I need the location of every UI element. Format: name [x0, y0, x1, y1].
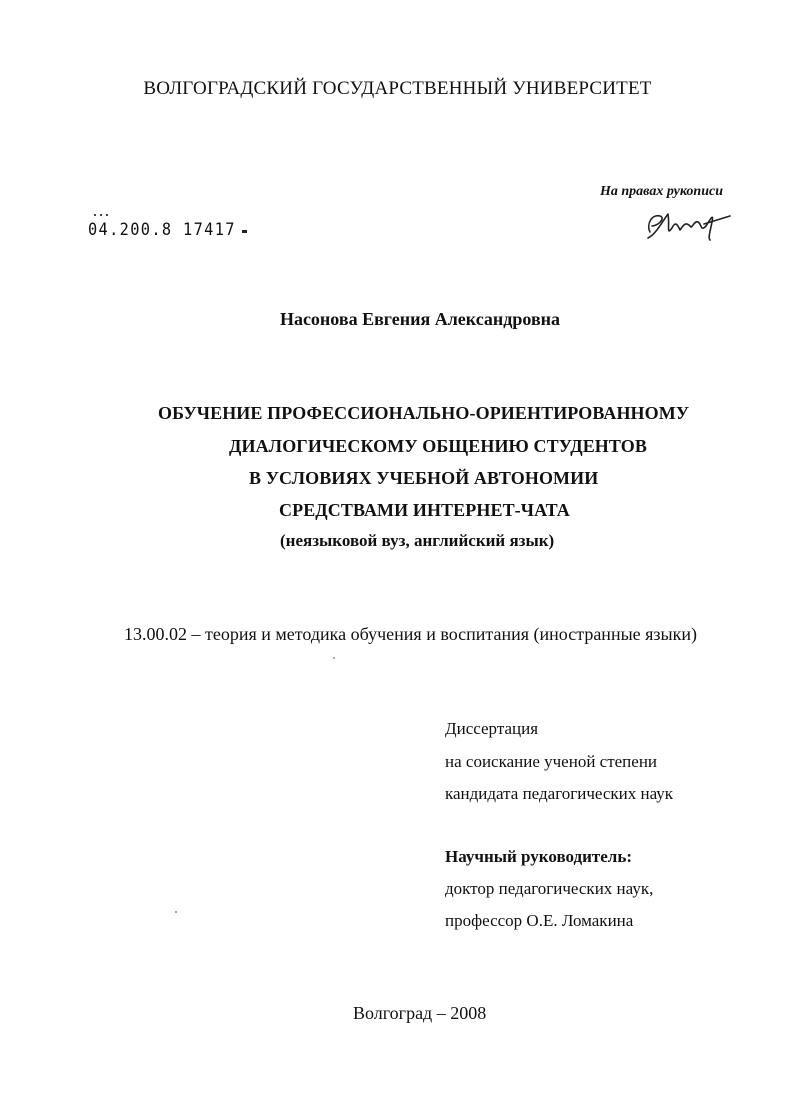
supervisor-name: профессор О.Е. Ломакина [445, 911, 634, 930]
document-number: 04.200.8 17417 [88, 220, 236, 240]
supervisor-label: Научный руководитель: [445, 847, 632, 866]
specialty-code: 13.00.02 – теория и методика обучения и воспитания (иностранные языки) [124, 624, 698, 644]
dissertation-line-1: Диссертация [445, 719, 539, 738]
city-year: Волгоград – 2008 [353, 1003, 487, 1023]
dissertation-line-2: на соискание ученой степени [445, 752, 658, 771]
dissertation-line-3: кандидата педагогических наук [445, 784, 674, 803]
scan-speck [333, 657, 335, 659]
scan-speck [175, 911, 177, 913]
supervisor-degree: доктор педагогических наук, [445, 879, 654, 898]
title-line-4: СРЕДСТВАМИ ИНТЕРНЕТ-ЧАТА [279, 500, 570, 520]
university-name: ВОЛГОГРАДСКИЙ ГОСУДАРСТВЕННЫЙ УНИВЕРСИТЕТ [143, 78, 652, 99]
author-name: Насонова Евгения Александровна [279, 309, 561, 329]
title-line-3: В УСЛОВИЯХ УЧЕБНОЙ АВТОНОМИИ [249, 468, 599, 488]
manuscript-rights-label: На правах рукописи [600, 184, 723, 199]
handwritten-signature [638, 204, 734, 244]
title-subtitle: (неязыковой вуз, английский язык) [280, 531, 555, 550]
title-line-2: ДИАЛОГИЧЕСКОМУ ОБЩЕНИЮ СТУДЕНТОВ [229, 436, 647, 456]
title-line-1: ОБУЧЕНИЕ ПРОФЕССИОНАЛЬНО-ОРИЕНТИРОВАННОМУ [158, 403, 690, 423]
